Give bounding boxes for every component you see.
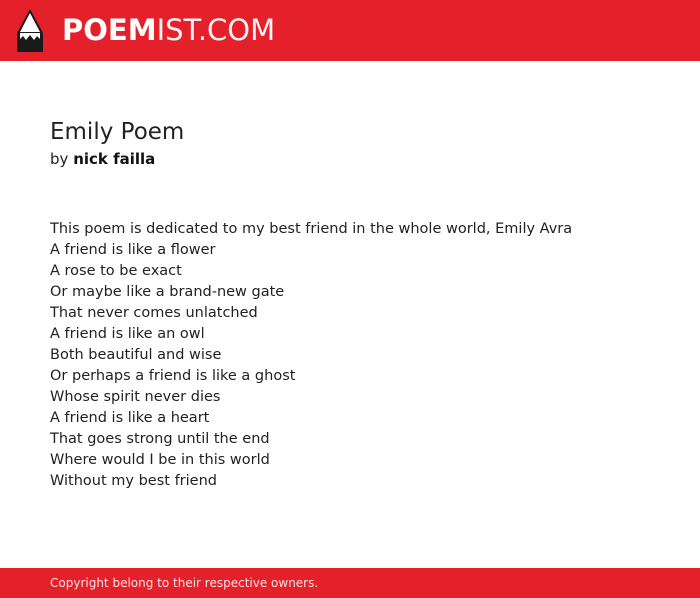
poem-line: Or maybe like a brand-new gate [50,284,285,300]
poem-title: Emily Poem [50,119,185,145]
poem-line: That goes strong until the end [50,431,270,447]
poem-line: Where would I be in this world [50,452,270,468]
poem-line: Or perhaps a friend is like a ghost [50,368,296,384]
poem-line: A friend is like a flower [50,242,216,258]
poem-line: This poem is dedicated to my best friend in the whole world, Emily Avra [50,221,573,237]
site-logo-link[interactable] [17,9,275,52]
pencil-icon [17,9,43,52]
poem-line: A friend is like a heart [50,410,210,426]
poem-line: A rose to be exact [50,263,182,279]
poem-header [50,116,670,170]
byline [50,148,670,170]
site-logo-text [62,9,275,52]
copyright-text: Copyright belong to their respective owners. [50,576,319,590]
author-link[interactable]: nick failla [73,150,156,168]
poem-line: That never comes unlatched [50,305,258,321]
poem-line: A friend is like an owl [50,326,205,342]
poem-line: Both beautiful and wise [50,347,222,363]
by-label: by [50,150,69,168]
logo-light-text: IST.COM [156,13,276,47]
site-header [0,0,700,61]
site-footer [0,568,700,598]
poem-body [50,219,670,492]
poem-line: Whose spirit never dies [50,389,221,405]
poem-line: Without my best friend [50,473,217,489]
logo-bold-text: POEM [62,13,157,47]
